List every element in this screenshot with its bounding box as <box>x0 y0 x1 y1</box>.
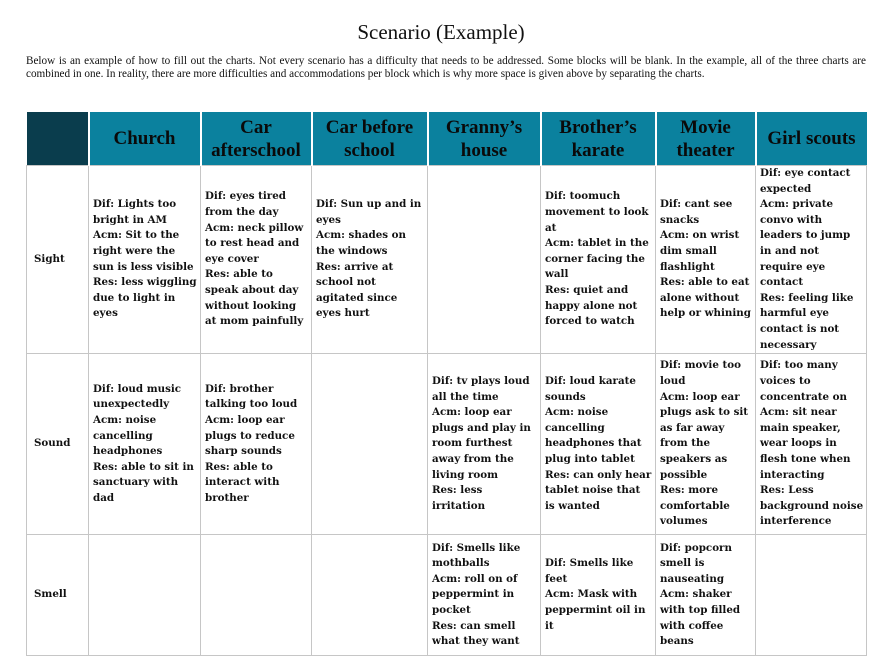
table-cell: Dif: loud music unexpectedly Acm: noise cancelling headphones Res: able to sit in sanctuary with dad <box>89 354 201 535</box>
table-cell: Dif: popcorn smell is nauseating Acm: shaker with top filled with coffee beans <box>656 535 756 656</box>
table-cell: Dif: Smells like feet Acm: Mask with peppermint oil in it <box>541 535 656 656</box>
table-cell: Dif: tv plays loud all the time Acm: loop ear plugs and play in room furthest away from the living room Res: less irritation <box>428 354 541 535</box>
header-corner <box>27 112 89 166</box>
table-cell: Dif: toomuch movement to look at Acm: tablet in the corner facing the wall Res: quiet and happy alone not forced to watch <box>541 166 656 354</box>
intro-paragraph: Below is an example of how to fill out the charts. Not every scenario has a difficulty that needs to be addressed. Some blocks will be blank. In the example, all of the three charts are combined in one. In reality, there are more difficulties and accommodations per block which is why more space is given above by separating the charts. <box>26 55 866 80</box>
header-car-afterschool: Car afterschool <box>201 112 312 166</box>
table-cell: Dif: Lights too bright in AM Acm: Sit to the right were the sun is less visible Res: less wiggling due to light in eyes <box>89 166 201 354</box>
table-row-sight <box>27 166 867 354</box>
header-grannys-house: Granny’s house <box>428 112 541 166</box>
table-cell <box>201 535 312 656</box>
table-cell: Dif: Sun up and in eyes Acm: shades on the windows Res: arrive at school not agitated since eyes hurt <box>312 166 428 354</box>
header-girl-scouts: Girl scouts <box>756 112 867 166</box>
table-cell: Dif: eye contact expected Acm: private convo with leaders to jump in and not require eye contact Res: feeling like harmful eye contact is not necessary <box>756 166 867 354</box>
table-cell: Dif: movie too loud Acm: loop ear plugs ask to sit as far away from the speakers as possible Res: more comfortable volumes <box>656 354 756 535</box>
header-car-before-school: Car before school <box>312 112 428 166</box>
row-label-smell: Smell <box>27 535 89 656</box>
header-brothers-karate: Brother’s karate <box>541 112 656 166</box>
table-cell <box>312 535 428 656</box>
row-label-sight: Sight <box>27 166 89 354</box>
table-cell: Dif: loud karate sounds Acm: noise cancelling headphones that plug into tablet Res: can only hear tablet noise that is wanted <box>541 354 656 535</box>
table-cell: Dif: brother talking too loud Acm: loop ear plugs to reduce sharp sounds Res: able to interact with brother <box>201 354 312 535</box>
table-cell <box>89 535 201 656</box>
table-cell <box>428 166 541 354</box>
page-title: Scenario (Example) <box>357 20 525 44</box>
table-cell: Dif: cant see snacks Acm: on wrist dim small flashlight Res: able to eat alone without help or whining <box>656 166 756 354</box>
table-cell <box>312 354 428 535</box>
table-cell: Dif: too many voices to concentrate on Acm: sit near main speaker, wear loops in flesh tone when interacting Res: Less background noise interference <box>756 354 867 535</box>
table-row-smell <box>27 535 867 656</box>
header-movie-theater: Movie theater <box>656 112 756 166</box>
table-row-sound <box>27 354 867 535</box>
row-label-sound: Sound <box>27 354 89 535</box>
table-cell: Dif: eyes tired from the day Acm: neck pillow to rest head and eye cover Res: able to speak about day without looking at mom painfully <box>201 166 312 354</box>
scenario-table <box>26 112 867 656</box>
table-cell <box>756 535 867 656</box>
header-church: Church <box>89 112 201 166</box>
table-cell: Dif: Smells like mothballs Acm: roll on of peppermint in pocket Res: can smell what they want <box>428 535 541 656</box>
